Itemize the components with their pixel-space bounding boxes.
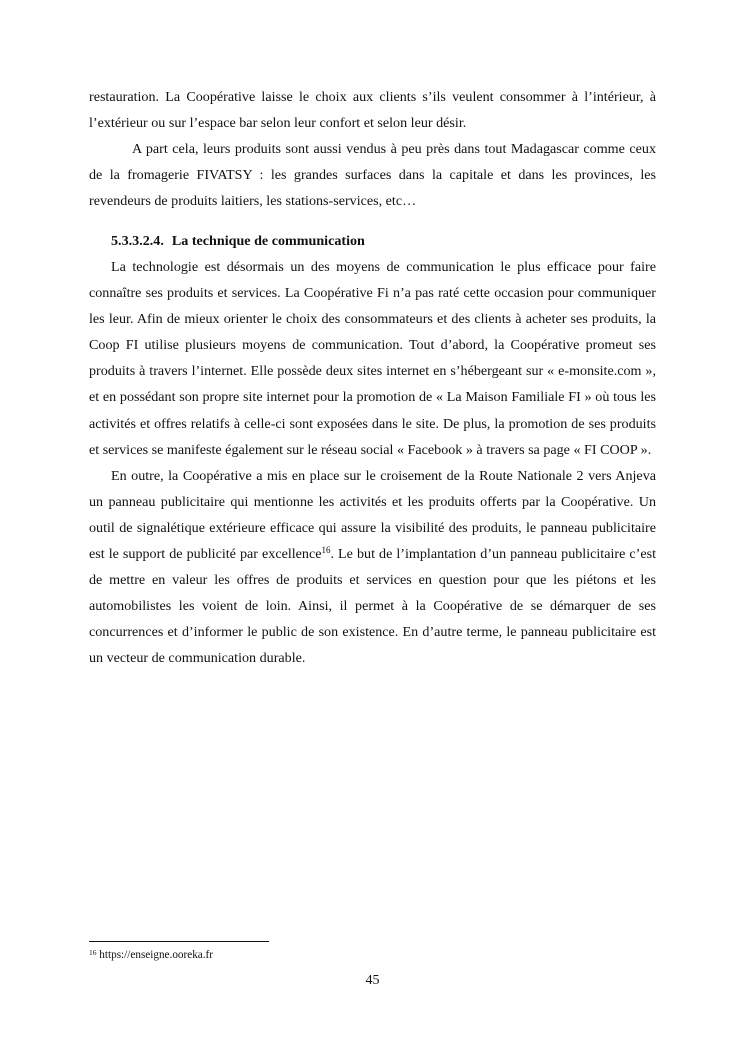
section-heading (89, 228, 656, 254)
page-number: 45 (365, 973, 380, 988)
main-text-block (89, 254, 656, 672)
paragraph-billboard (89, 463, 656, 672)
footnote-reference: 16 (321, 545, 331, 556)
footnote (89, 947, 213, 963)
paragraph-restauration: restauration. La Coopérative laisse le choix aux clients s’ils veulent consommer à l’intérieur, à l’extérieur ou sur l’espace bar selon leur confort et selon leur désir. (89, 89, 656, 132)
billboard-text-start: En outre, la Coopérative a mis en place sur le croisement de la Route Nationale 2 vers Anjeva un panneau publicitaire qui mentionne les activités et les produits offerts par la Coopérative. Un outil de signalétique extérieure efficace qui assure la visibilité des produits, le panneau publicitaire est le support de publicité par excellence (89, 467, 656, 563)
footnote-number: 16 (89, 948, 97, 957)
paragraph-distribution: A part cela, leurs produits sont aussi vendus à peu près dans tout Madagascar comme ceux de la fromagerie FIVATSY : les grandes surfaces dans la capitale et dans les provinces, les revendeurs de produits laitiers, les stations-services, etc… (89, 141, 656, 210)
top-text-block (89, 84, 656, 214)
billboard-text-end: . Le but de l’implantation d’un panneau publicitaire c’est de mettre en valeur les offres de produits et services en question pour que les piétons et les automobilistes les voient de loin. Ainsi, il permet à la Coopérative de se démarquer de ses concurrences et d’informer le public de son existence. En d’autre terme, le panneau publicitaire est un vecteur de communication durable. (89, 546, 656, 667)
footnote-text: https://enseigne.ooreka.fr (96, 949, 214, 961)
paragraph-technology: La technologie est désormais un des moyens de communication le plus efficace pour faire connaître ses produits et services. La Coopérative Fi n’a pas raté cette occasion pour communiquer les leur. Afin de mieux orienter le choix des consommateurs et des clients à acheter ses produits, la Coop FI utilise plusieurs moyens de communication. Tout d’abord, la Coopérative promeut ses produits à travers l’internet. Elle possède deux sites internet en s’hébergeant sur « e-monsite.com », et en possédant son propre site internet pour la promotion de « La Maison Familiale FI » où tous les activités et offres relatifs à celle-ci sont exposées dans le site. De plus, la promotion de ses produits et services se manifeste également sur le réseau social « Facebook » à travers sa page « FI COOP ». (89, 259, 656, 458)
footnote-separator (89, 941, 269, 942)
section-title: La technique de communication (171, 233, 365, 249)
section-number: 5.3.3.2.4. (111, 233, 164, 249)
